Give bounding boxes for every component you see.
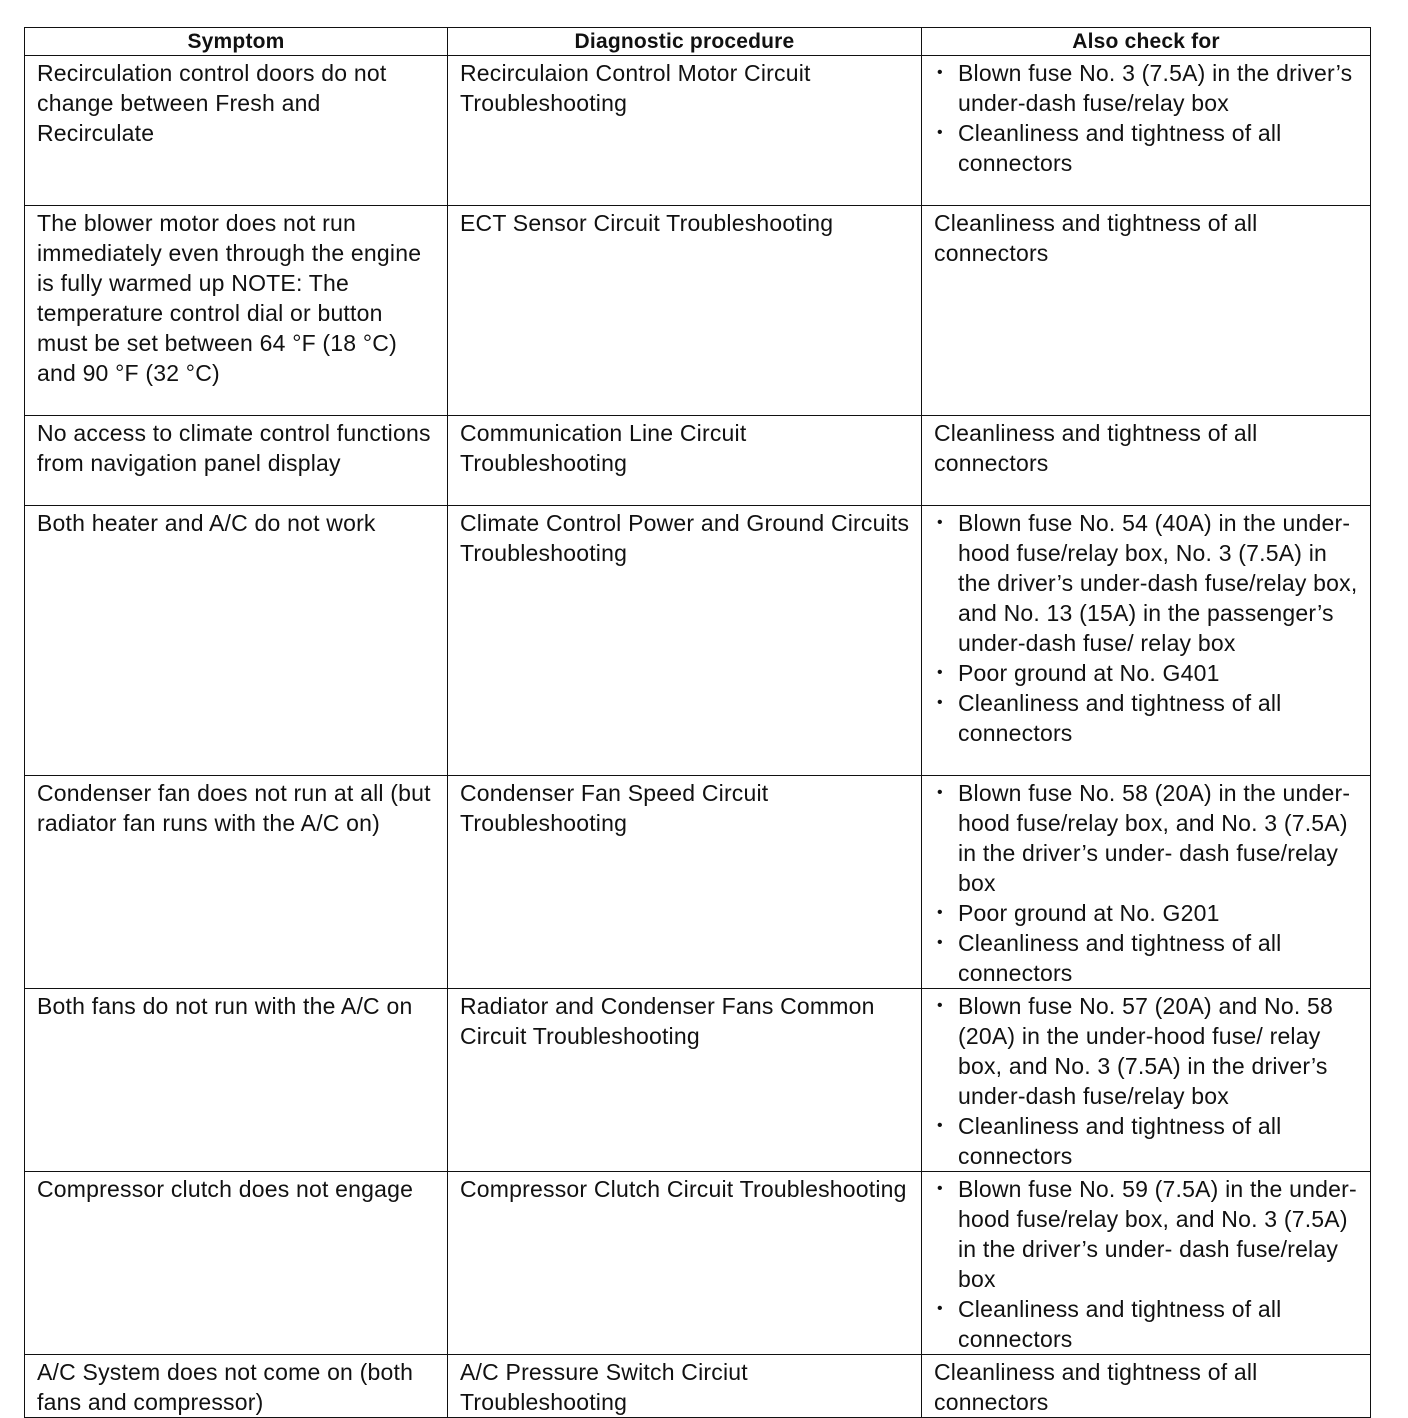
also-check-cell [922,776,1371,989]
also-check-cell [922,56,1371,206]
procedure-cell: Recirculaion Control Motor Circuit Troubleshooting [448,56,922,206]
check-item: • Cleanliness and tightness of all connectors [934,1294,1362,1354]
header-row [25,28,1371,56]
check-list [934,991,1362,1171]
symptom-cell: No access to climate control functions from navigation panel display [25,416,448,506]
check-item: • Blown fuse No. 3 (7.5A) in the driver’s under-dash fuse/relay box [934,58,1362,118]
check-item: • Cleanliness and tightness of all connectors [934,688,1362,748]
symptom-cell: Recirculation control doors do not change between Fresh and Recirculate [25,56,448,206]
table-row [25,1355,1371,1418]
check-item: • Cleanliness and tightness of all connectors [934,1111,1362,1171]
procedure-cell: Compressor Clutch Circuit Troubleshooting [448,1172,922,1355]
procedure-cell: ECT Sensor Circuit Troubleshooting [448,206,922,416]
procedure-cell: Radiator and Condenser Fans Common Circuit Troubleshooting [448,989,922,1172]
check-list [934,1174,1362,1354]
table-row [25,1172,1371,1355]
table-body [25,56,1371,1418]
check-list [934,58,1362,178]
check-item: • Cleanliness and tightness of all connectors [934,118,1362,178]
procedure-cell: Climate Control Power and Ground Circuits Troubleshooting [448,506,922,776]
procedure-cell: Communication Line Circuit Troubleshooting [448,416,922,506]
header-symptom: Symptom [25,28,448,56]
check-item: • Cleanliness and tightness of all connectors [934,928,1362,988]
header-also-check-for: Also check for [922,28,1371,56]
also-check-cell [922,416,1371,506]
check-list [934,508,1362,748]
symptom-cell: Both heater and A/C do not work [25,506,448,776]
also-check-cell [922,206,1371,416]
symptom-cell: Condenser fan does not run at all (but radiator fan runs with the A/C on) [25,776,448,989]
check-item: • Blown fuse No. 58 (20A) in the under-hood fuse/relay box, and No. 3 (7.5A) in the driver’s under- dash fuse/relay box [934,778,1362,898]
symptom-cell: A/C System does not come on (both fans and compressor) [25,1355,448,1418]
also-check-cell [922,1172,1371,1355]
check-text: Cleanliness and tightness of all connectors [934,1359,1258,1415]
diagnostic-table [24,27,1371,1418]
table-row [25,416,1371,506]
check-text: Cleanliness and tightness of all connectors [934,210,1258,266]
table-row [25,56,1371,206]
check-item: • Blown fuse No. 54 (40A) in the under-hood fuse/relay box, No. 3 (7.5A) in the driver’s under-dash fuse/relay box, and No. 13 (15A) in the passenger’s under-dash fuse/ relay box [934,508,1362,658]
check-text: Cleanliness and tightness of all connectors [934,420,1258,476]
table-row [25,206,1371,416]
header-diagnostic-procedure: Diagnostic procedure [448,28,922,56]
also-check-cell [922,1355,1371,1418]
also-check-cell [922,989,1371,1172]
procedure-cell: A/C Pressure Switch Circiut Troubleshooting [448,1355,922,1418]
symptom-cell: The blower motor does not run immediately even through the engine is fully warmed up NOTE: The temperature control dial or button must be set between 64 °F (18 °C) and 90 °F (32 °C) [25,206,448,416]
table-row [25,989,1371,1172]
check-list [934,778,1362,988]
check-item: • Poor ground at No. G401 [934,658,1362,688]
symptom-cell: Both fans do not run with the A/C on [25,989,448,1172]
also-check-cell [922,506,1371,776]
symptom-cell: Compressor clutch does not engage [25,1172,448,1355]
check-item: • Blown fuse No. 57 (20A) and No. 58 (20A) in the under-hood fuse/ relay box, and No. 3 (7.5A) in the driver’s under-dash fuse/relay box [934,991,1362,1111]
table-row [25,506,1371,776]
check-item: • Blown fuse No. 59 (7.5A) in the under-hood fuse/relay box, and No. 3 (7.5A) in the driver’s under- dash fuse/relay box [934,1174,1362,1294]
procedure-cell: Condenser Fan Speed Circuit Troubleshooting [448,776,922,989]
table-row [25,776,1371,989]
table-header [25,28,1371,56]
check-item: • Poor ground at No. G201 [934,898,1362,928]
